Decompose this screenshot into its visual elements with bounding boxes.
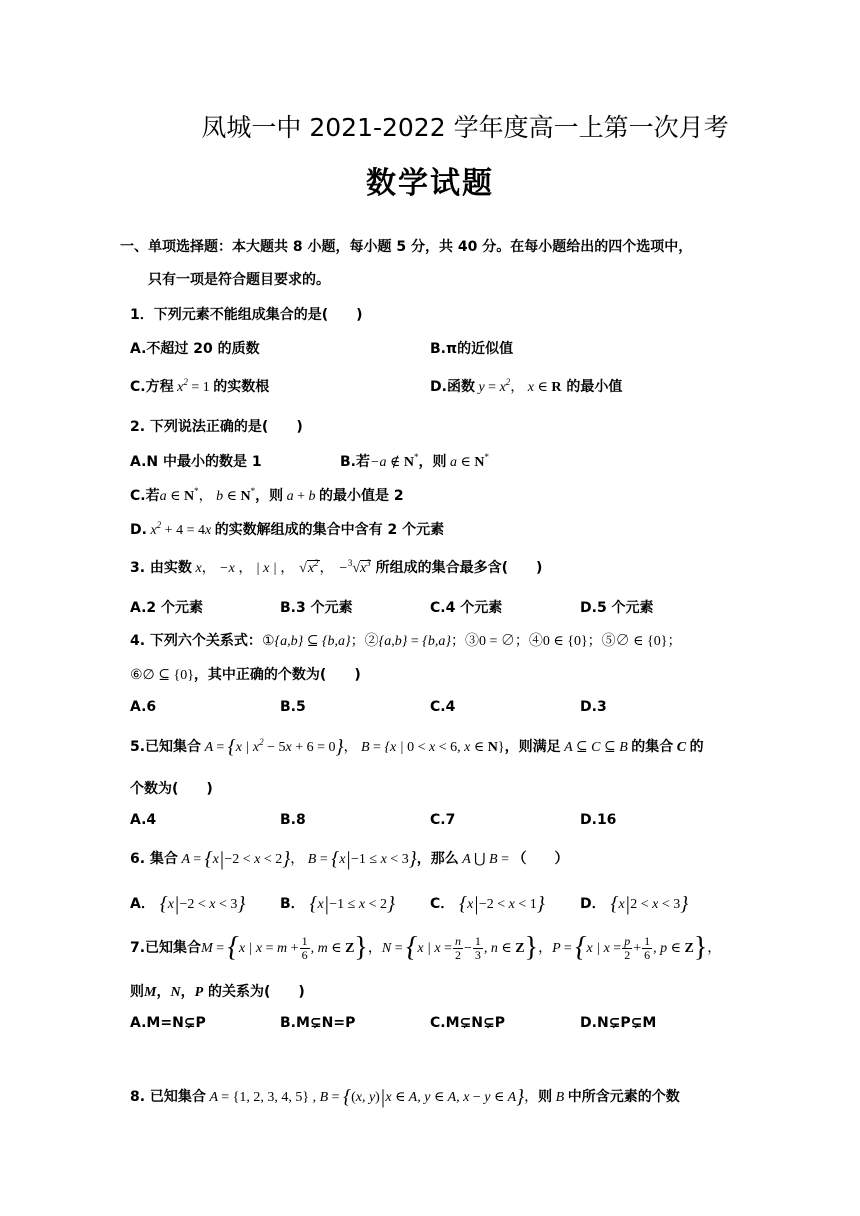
q2-option-c-mid: ，则 [255,488,284,504]
q2-option-b-mid: ，则 [418,454,447,470]
q3-option-d: D.5 个元素 [580,600,654,616]
q2-option-d-suffix: 的实数解组成的集合中含有 2 个元素 [214,522,445,538]
q8-stem-prefix: 8. 已知集合 [130,1089,206,1105]
cbrt-expr: $-^3√x^3$ [338,558,371,576]
q8-stem: 8. 已知集合 A = {1, 2, 3, 4, 5} , B = {(x, y)|x ∈ A, y ∈ A, x − y ∈ A}，则 B 中所含元素的个数 [130,1086,680,1108]
q6-stem: 6. 集合 A = {x|−2 < x < 2}， B = {x|−1 ≤ x < 3}，那么 A ⋃ B = （ ） [130,848,569,870]
q4-option-b: B.5 [280,699,306,715]
q4-option-c: C.4 [430,699,456,715]
q6-stem-mid: ，那么 [416,851,459,867]
q7-option-a: A.M=N⊊P [130,1015,206,1031]
q7-option-b: B.M⊊N=P [280,1015,356,1031]
q5-stem-prefix: 5.已知集合 [130,739,202,755]
q7-option-d: D.N⊊P⊊M [580,1015,657,1031]
q6-option-d: D． {x|2 < x < 3} [580,893,689,915]
q1-option-d-prefix: D.函数 [430,379,475,395]
q3-stem: 3. 由实数 x， −x ， | x | ， $√x^2$， $-^3√x^3$ 所组成的集合最多含( ) [130,558,543,576]
q4-option-d: D.3 [580,699,607,715]
q2-option-c-suffix: 的最小值是 2 [319,488,404,504]
q5-stem-end: 的 [689,739,704,755]
q1-option-c-prefix: C.方程 [130,379,174,395]
q5-option-b: B.8 [280,812,306,828]
sqrt-expr: $√x^2$ [299,558,319,576]
q5-stem-suffix: 的集合 [631,739,674,755]
q6-stem-suffix: （ ） [512,851,569,867]
q3-stem-prefix: 3. 由实数 [130,560,192,576]
q3-option-b: B.3 个元素 [280,600,353,616]
q6-option-c: C． {x|−2 < x < 1} [430,893,545,915]
q1-stem: 1．下列元素不能组成集合的是( ) [130,307,363,323]
q1-option-d: D.函数 $y = x^2$， x ∈ R 的最小值 [430,377,623,395]
q1-option-a: A.不超过 20 的质数 [130,341,260,357]
q3-option-c: C.4 个元素 [430,600,503,616]
q2-option-c: C.若a ∈ N*， b ∈ N*，则 a + b 的最小值是 2 [130,486,404,504]
math-expr: −a ∉ [370,455,401,470]
q5-option-c: C.7 [430,812,456,828]
q6-option-b: B． {x|−1 ≤ x < 2} [280,893,395,915]
q2-option-b-prefix: B.若 [340,454,370,470]
q7-option-c: C.M⊊N⊊P [430,1015,505,1031]
math-expr: $y = x^2$ [474,377,511,395]
q1-option-b: B.π的近似值 [430,341,514,357]
q5-option-a: A.4 [130,812,157,828]
math-expr: $x^2 + 4 = 4x$ [146,520,215,538]
exam-subtitle: 数学试题 [366,166,494,201]
q6-stem-prefix: 6. 集合 [130,851,178,867]
q5-stem: 5.已知集合 A = {x | $x^2 - 5x + 6 = 0$}， B = {x | 0 < x < 6, x ∈ N}，则满足 A ⊆ C ⊆ B 的集合 C 的 [130,736,704,758]
q4-stem-line2: ⑥∅ ⊆ {0}，其中正确的个数为( ) [130,667,361,683]
q6-option-b-label: B． [280,896,305,912]
q6-option-c-label: C． [430,896,455,912]
q2-option-d: D. $x^2 + 4 = 4x$ 的实数解组成的集合中含有 2 个元素 [130,520,445,538]
q2-option-c-prefix: C.若 [130,488,160,504]
q8-stem-suffix: 中所含元素的个数 [567,1089,680,1105]
q4-stem-prefix: 4. 下列六个关系式： [130,633,262,649]
q6-option-d-label: D． [580,896,606,912]
q7-stem-line2: 则M，N，P 的关系为( ) [130,984,305,1000]
q4-option-a: A.6 [130,699,157,715]
math-expr: $x^2 = 1$ [173,377,210,395]
q4-stem-suffix: ，其中正确的个数为( ) [193,667,361,683]
q4-stem: 4. 下列六个关系式：①{a,b} ⊆ {b,a}；②{a,b} = {b,a}；③0 = ∅；④0 ∈ {0}；⑤∅ ∈ {0}； [130,633,682,649]
q5-stem-line2: 个数为( ) [130,781,213,797]
q6-option-a: A． {x|−2 < x < 3} [130,893,246,915]
q1-option-c-suffix: 的实数根 [213,379,270,395]
section-heading: 一、单项选择题：本大题共 8 小题，每小题 5 分，共 40 分。在每小题给出的四个选项中， [120,239,693,255]
q5-option-d: D.16 [580,812,617,828]
q7-stem-suffix: 的关系为( ) [208,984,305,1000]
exam-title: 凤城一中 2021-2022 学年度高一上第一次月考 [201,113,729,142]
q7-stem-prefix: 7.已知集合 [130,940,202,956]
q2-option-a: A.N 中最小的数是 1 [130,454,262,470]
math-expr: a ∈ [159,489,181,504]
q1-option-c [130,376,269,396]
q1-option-d-suffix: 的最小值 [566,379,623,395]
q5-stem-mid: ，则满足 [504,739,561,755]
q7-stem: 7.已知集合M = {x | x = m + $\frac{1}{6}$ , m ∈ Z}，N = {x | x = $\frac{n}{2}$ − $\frac{1}{3}$ , n ∈ Z}，P = {x | x = $\frac{p}{2}$ + $\frac{1}{6}$ , p ∈ Z}， [130,932,722,963]
q3-stem-suffix: 所组成的集合最多含( ) [375,560,543,576]
q2-option-b: B.若−a ∉ N*，则 a ∈ N* [340,452,489,470]
section-heading-cont: 只有一项是符合题目要求的。 [148,272,330,288]
q6-option-a-label: A． [130,896,155,912]
q2-stem: 2. 下列说法正确的是( ) [130,419,303,435]
q7-stem-line2-prefix: 则 [130,984,144,1000]
q3-option-a: A.2 个元素 [130,600,204,616]
